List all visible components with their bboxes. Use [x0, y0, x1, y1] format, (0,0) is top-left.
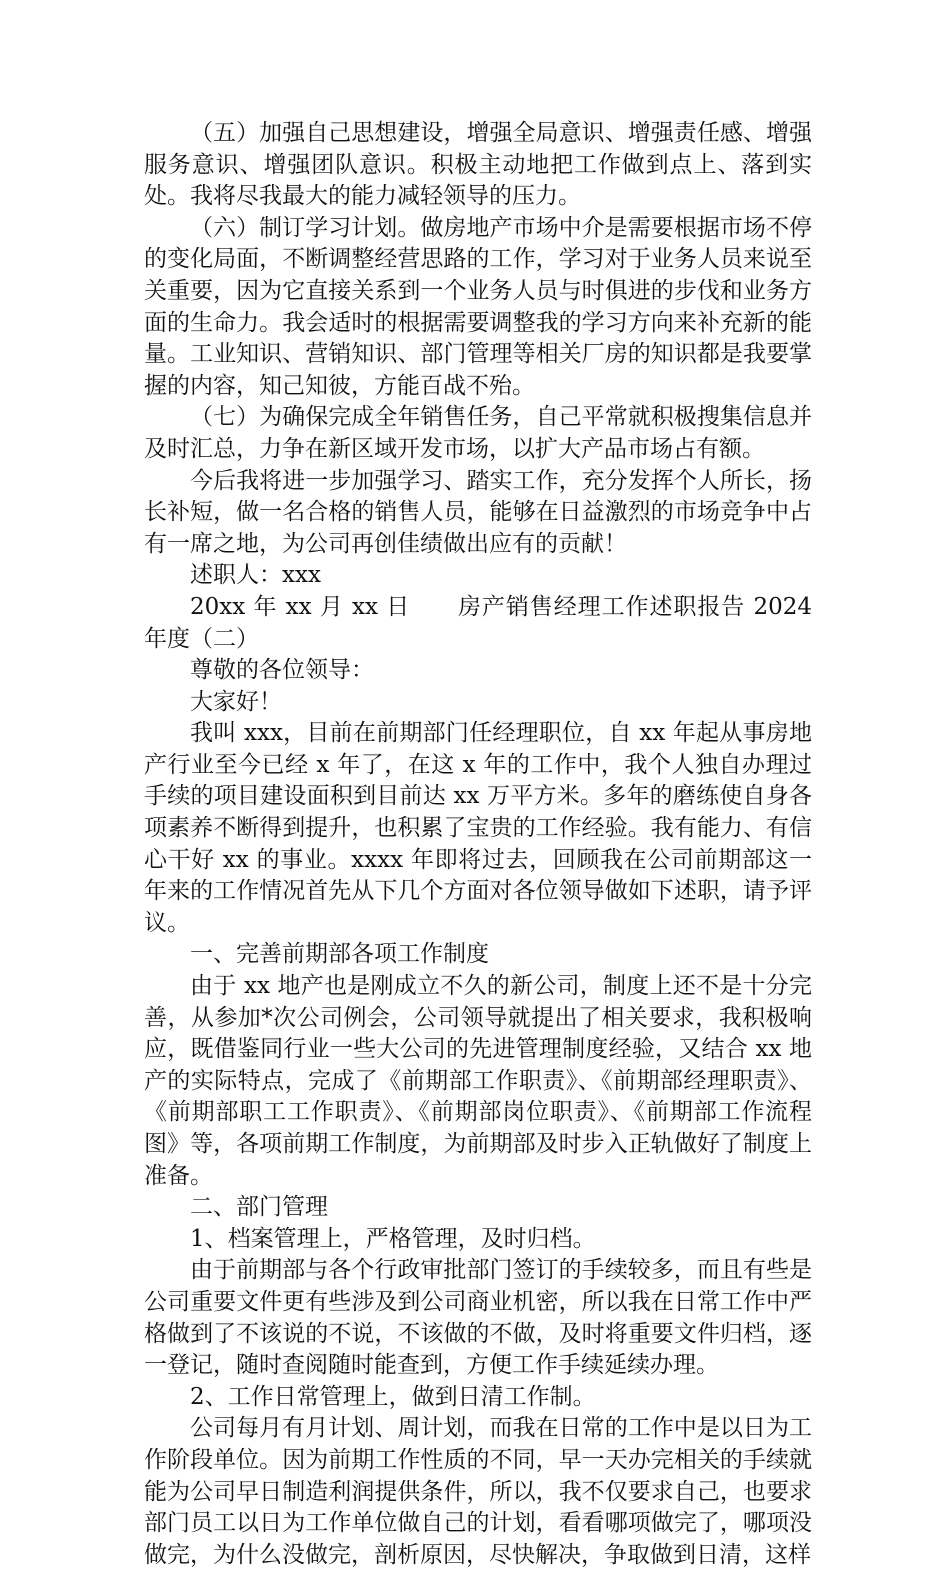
subheading-daily-management: 2、工作日常管理上，做到日清工作制。 — [190, 1383, 596, 1410]
document-body — [144, 118, 812, 1571]
paragraph-self-improvement: （五）加强自己思想建设，增强全局意识、增强责任感、增强服务意识、增强团队意识。积极主动地把工作做到点上、落到实处。我将尽我最大的能力减轻领导的压力。 — [144, 120, 812, 210]
paragraph-work-system: 由于 xx 地产也是刚成立不久的新公司，制度上还不是十分完善，从参加*次公司例会，公司领导就提出了相关要求，我积极响应，既借鉴同行业一些大公司的先进管理制度经验，又结合 xx 地产的实际特点，完成了《前期部工作职责》、《前期部经理职责》、《前期部职工工作职责》、《前期部岗位职责》、《前期部工作流程图》等，各项前期工作制度，为前期部及时步入正轨做好了制度上准备。 — [144, 973, 812, 1189]
paragraph-introduction: 我叫 xxx，目前在前期部门任经理职位，自 xx 年起从事房地产行业至今已经 x 年了，在这 x 年的工作中，我个人独自办理过手续的项目建设面积到目前达 xx 万平方米。多年的磨练使自身各项素养不断得到提升，也积累了宝贵的工作经验。我有能力、有信心干好 xx 的事业。xxxx 年即将过去，回顾我在公司前期部这一年来的工作情况首先从下几个方面对各位领导做如下述职，请予评议。 — [144, 720, 812, 936]
paragraph-sales-target: （七）为确保完成全年销售任务，自己平常就积极搜集信息并及时汇总，力争在新区域开发市场，以扩大产品市场占有额。 — [144, 404, 812, 462]
paragraph-study-plan: （六）制订学习计划。做房地产市场中介是需要根据市场不停的变化局面，不断调整经营思路的工作，学习对于业务人员来说至关重要，因为它直接关系到一个业务人员与时俱进的步伐和业务方面的生命力。我会适时的根据需要调整我的学习方向来补充新的能量。工业知识、营销知识、部门管理等相关厂房的知识都是我要掌握的内容，知己知彼，方能百战不殆。 — [144, 214, 812, 399]
salutation: 尊敬的各位领导： — [190, 657, 374, 684]
paragraph-conclusion: 今后我将进一步加强学习、踏实工作，充分发挥个人所长，扬长补短，做一名合格的销售人员，能够在日益激烈的市场竞争中占有一席之地，为公司再创佳绩做出应有的贡献！ — [144, 467, 812, 557]
greeting: 大家好！ — [190, 688, 282, 715]
subheading-archive-management: 1、档案管理上，严格管理，及时归档。 — [190, 1225, 596, 1252]
paragraph-archive-management: 由于前期部与各个行政审批部门签订的手续较多，而且有些是公司重要文件更有些涉及到公司商业机密，所以我在日常工作中严格做到了不该说的不说，不该做的不做，及时将重要文件归档，逐一登记，随时查阅随时能查到，方便工作手续延续办理。 — [144, 1257, 812, 1379]
reporter-line: 述职人：xxx — [190, 562, 321, 589]
paragraph-daily-management: 公司每月有月计划、周计划，而我在日常的工作中是以日为工作阶段单位。因为前期工作性质的不同，早一天办完相关的手续就能为公司早日制造利润提供条件，所以，我不仅要求自己，也要求部门员工以日为工作单位做自己的计划，看看哪项做完了，哪项没做完，为什么没做完，剖析原因，尽快解决，争取做到日清，这样 — [144, 1415, 812, 1568]
section-heading-1: 一、完善前期部各项工作制度 — [190, 941, 489, 968]
date-and-second-title: 20xx 年 xx 月 xx 日 房产销售经理工作述职报告 2024 年度（二） — [144, 593, 812, 652]
section-heading-2: 二、部门管理 — [190, 1194, 328, 1221]
